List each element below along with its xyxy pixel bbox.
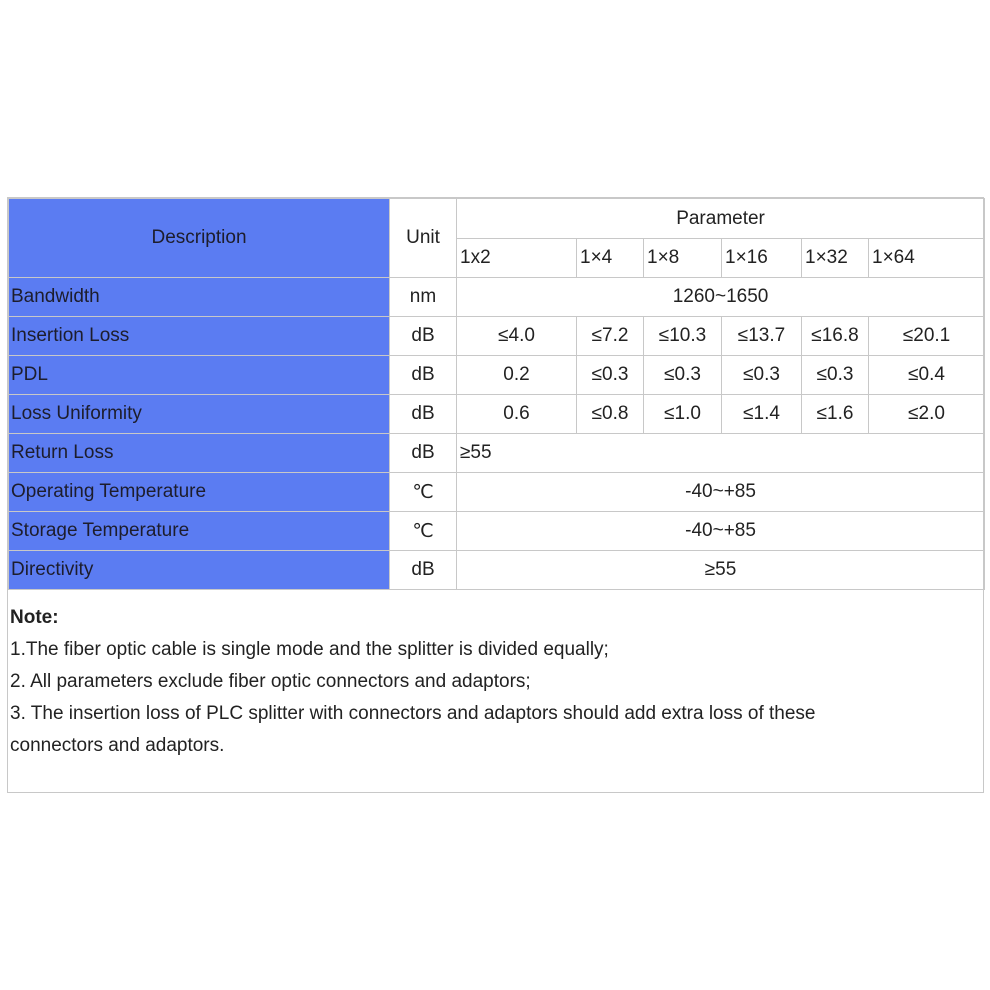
- row-unit: nm: [390, 278, 457, 317]
- row-description: Storage Temperature: [9, 512, 390, 551]
- row-merged-value: ≥55: [457, 434, 985, 473]
- row-merged-value: -40~+85: [457, 512, 985, 551]
- table-row-insertion-loss: [9, 317, 985, 356]
- spec-sheet: [7, 197, 984, 793]
- spec-table: [8, 198, 985, 590]
- ratio-header-1x32: 1×32: [802, 239, 869, 278]
- ratio-header-1x2: 1x2: [457, 239, 577, 278]
- row-unit: ℃: [390, 512, 457, 551]
- row-merged-value: ≥55: [457, 551, 985, 590]
- ratio-header-1x16: 1×16: [722, 239, 802, 278]
- value-cell: ≤0.4: [869, 356, 985, 395]
- header-row-1: [9, 199, 985, 239]
- value-cell: 0.6: [457, 395, 577, 434]
- row-unit: dB: [390, 551, 457, 590]
- value-cell: ≤13.7: [722, 317, 802, 356]
- row-unit: dB: [390, 434, 457, 473]
- notes-section: [8, 602, 985, 762]
- value-cell: ≤7.2: [577, 317, 644, 356]
- table-row-pdl: [9, 356, 985, 395]
- description-header: Description: [9, 199, 390, 278]
- row-description: Return Loss: [9, 434, 390, 473]
- row-description: PDL: [9, 356, 390, 395]
- row-merged-value: 1260~1650: [457, 278, 985, 317]
- table-row-return-loss: [9, 434, 985, 473]
- row-description: Operating Temperature: [9, 473, 390, 512]
- value-cell: 0.2: [457, 356, 577, 395]
- table-row-bandwidth: [9, 278, 985, 317]
- ratio-header-1x4: 1×4: [577, 239, 644, 278]
- row-description: Loss Uniformity: [9, 395, 390, 434]
- row-description: Directivity: [9, 551, 390, 590]
- row-merged-value: -40~+85: [457, 473, 985, 512]
- note-line: connectors and adaptors.: [10, 735, 225, 756]
- value-cell: ≤0.3: [802, 356, 869, 395]
- value-cell: ≤1.4: [722, 395, 802, 434]
- row-description: Bandwidth: [9, 278, 390, 317]
- unit-header: Unit: [390, 199, 457, 278]
- value-cell: ≤20.1: [869, 317, 985, 356]
- note-line: 2. All parameters exclude fiber optic connectors and adaptors;: [10, 671, 531, 692]
- value-cell: ≤1.6: [802, 395, 869, 434]
- value-cell: ≤16.8: [802, 317, 869, 356]
- notes-title: Note:: [10, 607, 59, 628]
- note-line: 3. The insertion loss of PLC splitter with connectors and adaptors should add extra loss of these: [10, 703, 816, 724]
- table-row-operating-temperature: [9, 473, 985, 512]
- table-row-loss-uniformity: [9, 395, 985, 434]
- parameter-header: Parameter: [457, 199, 985, 239]
- value-cell: ≤2.0: [869, 395, 985, 434]
- value-cell: ≤0.3: [577, 356, 644, 395]
- ratio-header-1x64: 1×64: [869, 239, 985, 278]
- value-cell: ≤0.8: [577, 395, 644, 434]
- note-line: 1.The fiber optic cable is single mode and the splitter is divided equally;: [10, 639, 609, 660]
- row-unit: dB: [390, 356, 457, 395]
- value-cell: ≤1.0: [644, 395, 722, 434]
- row-unit: dB: [390, 317, 457, 356]
- value-cell: ≤0.3: [644, 356, 722, 395]
- ratio-header-1x8: 1×8: [644, 239, 722, 278]
- value-cell: ≤0.3: [722, 356, 802, 395]
- row-unit: ℃: [390, 473, 457, 512]
- table-row-storage-temperature: [9, 512, 985, 551]
- table-row-directivity: [9, 551, 985, 590]
- row-unit: dB: [390, 395, 457, 434]
- row-description: Insertion Loss: [9, 317, 390, 356]
- value-cell: ≤10.3: [644, 317, 722, 356]
- value-cell: ≤4.0: [457, 317, 577, 356]
